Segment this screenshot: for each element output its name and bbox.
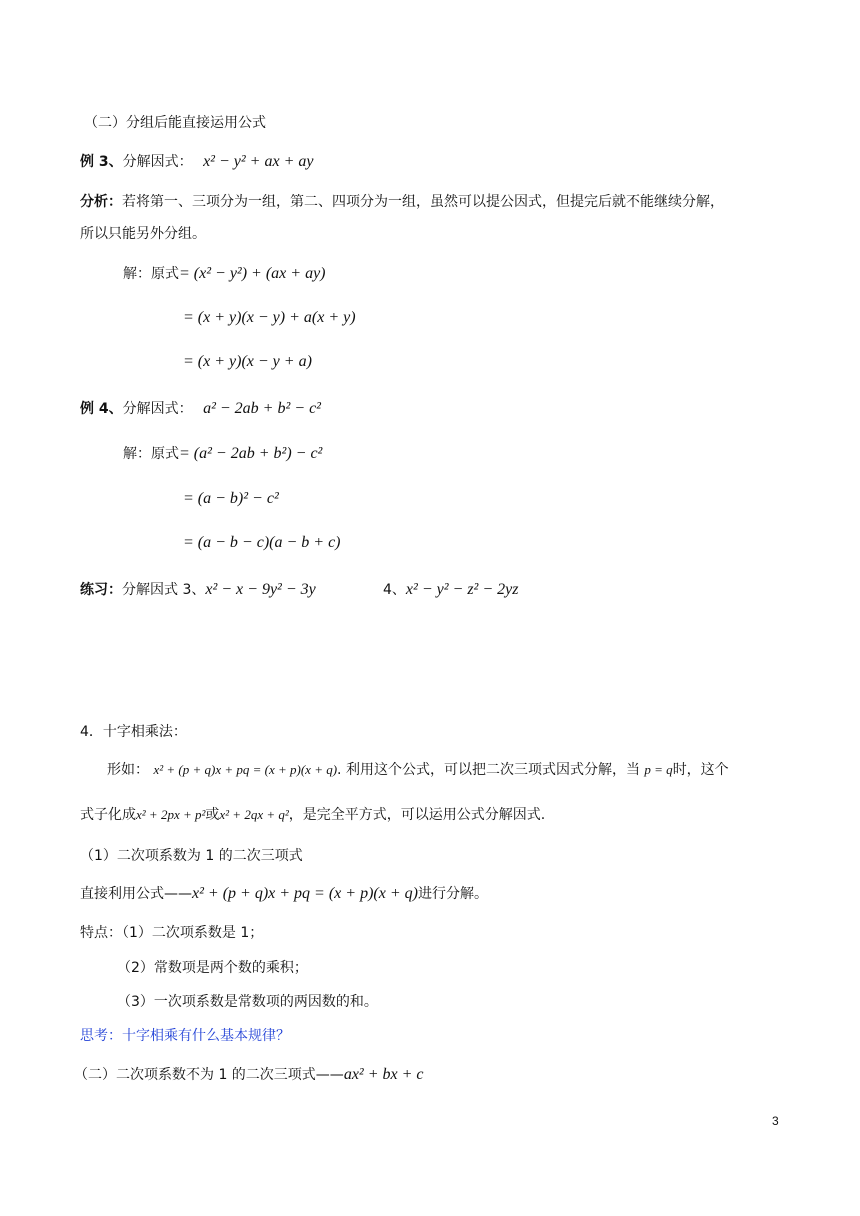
analysis-text-1: 若将第一、三项分为一组，第二、四项分为一组，虽然可以提公因式，但提完后就不能继续分解， bbox=[122, 194, 724, 210]
practice-label: 练习： bbox=[80, 582, 122, 598]
example3-prompt: 分解因式： bbox=[122, 154, 193, 170]
solution4-step1 bbox=[123, 444, 322, 464]
solution3-step3 bbox=[183, 352, 312, 372]
features-line-1 bbox=[80, 923, 263, 943]
cross-p1-prefix: 形如： bbox=[107, 762, 149, 778]
solution4-step2 bbox=[183, 489, 279, 509]
section2-title: （二）分组后能直接运用公式 bbox=[84, 115, 266, 131]
example4-label: 例 4、 bbox=[80, 401, 123, 417]
subsection2-prefix: （二）二次项系数不为 1 的二次三项式—— bbox=[74, 1067, 344, 1083]
example3-line bbox=[80, 152, 313, 172]
subsection1-title: （1）二次项系数为 1 的二次三项式 bbox=[80, 848, 303, 864]
cross-p2-prefix: 式子化成 bbox=[80, 807, 136, 823]
example3-expression: x² − y² + ax + ay bbox=[203, 153, 314, 170]
analysis-line-2: 所以只能另外分组。 bbox=[80, 226, 206, 242]
practice-text: 分解因式 3、 bbox=[122, 582, 206, 598]
cross-p2-formula-1: x² + 2px + p² bbox=[136, 807, 206, 822]
solution4-step3-expr: = (a − b − c)(a − b + c) bbox=[183, 534, 341, 551]
cross-p1-formula: x² + (p + q)x + pq = (x + p)(x + q) bbox=[153, 762, 338, 777]
practice-line bbox=[80, 580, 316, 600]
example4-line bbox=[80, 399, 321, 419]
cross-p2-formula-2: x² + 2qx + q² bbox=[219, 807, 289, 822]
example4-prompt: 分解因式： bbox=[122, 401, 193, 417]
solution4-step2-expr: = (a − b)² − c² bbox=[183, 490, 279, 507]
practice-expression-4: x² − y² − z² − 2yz bbox=[405, 581, 519, 598]
cross-p1-condition: p = q bbox=[644, 762, 673, 777]
practice-line-4 bbox=[383, 580, 518, 600]
cross-p1-text2: 时，这个 bbox=[672, 762, 729, 778]
solution4-step1-expr: = (a² − 2ab + b²) − c² bbox=[179, 445, 323, 462]
solution4-label: 解：原式 bbox=[123, 446, 179, 462]
cross-p2-or: 或 bbox=[205, 807, 220, 823]
solution4-step3 bbox=[183, 533, 341, 553]
subsection2-line bbox=[74, 1065, 424, 1085]
cross-paragraph-2 bbox=[80, 805, 545, 825]
practice-number-4: 4、 bbox=[383, 582, 406, 598]
subsection2-formula: ax² + bx + c bbox=[343, 1066, 424, 1083]
page-number: 3 bbox=[772, 1114, 779, 1128]
solution3-step2 bbox=[183, 308, 356, 328]
direct-prefix: 直接利用公式—— bbox=[80, 886, 192, 902]
feature-3: （3）一次项系数是常数项的两因数的和。 bbox=[117, 994, 378, 1010]
solution3-step2-expr: = (x + y)(x − y) + a(x + y) bbox=[183, 309, 356, 326]
cross-method-title: 4．十字相乘法： bbox=[80, 724, 187, 740]
feature-2: （2）常数项是两个数的乘积； bbox=[117, 960, 308, 976]
solution3-step1-expr: = (x² − y²) + (ax + ay) bbox=[179, 265, 326, 282]
cross-paragraph-1 bbox=[107, 760, 729, 780]
direct-formula: x² + (p + q)x + pq = (x + p)(x + q) bbox=[192, 885, 418, 902]
example4-expression: a² − 2ab + b² − c² bbox=[203, 400, 321, 417]
cross-p2-text: ，是完全平方式，可以运用公式分解因式. bbox=[288, 807, 546, 823]
practice-expression-3: x² − x − 9y² − 3y bbox=[205, 581, 316, 598]
feature-1: （1）二次项系数是 1； bbox=[122, 925, 264, 941]
think-question: 思考：十字相乘有什么基本规律？ bbox=[80, 1028, 290, 1044]
features-label: 特点： bbox=[80, 925, 122, 941]
cross-p1-text: . 利用这个公式，可以把二次三项式因式分解，当 bbox=[337, 762, 640, 778]
example3-label: 例 3、 bbox=[80, 154, 123, 170]
solution3-step1 bbox=[123, 264, 326, 284]
solution3-step3-expr: = (x + y)(x − y + a) bbox=[183, 353, 312, 370]
solution3-label: 解：原式 bbox=[123, 266, 179, 282]
analysis-label: 分析： bbox=[80, 194, 122, 210]
direct-formula-line bbox=[80, 884, 488, 904]
analysis-line-1 bbox=[80, 192, 724, 212]
direct-suffix: 进行分解。 bbox=[417, 886, 488, 902]
